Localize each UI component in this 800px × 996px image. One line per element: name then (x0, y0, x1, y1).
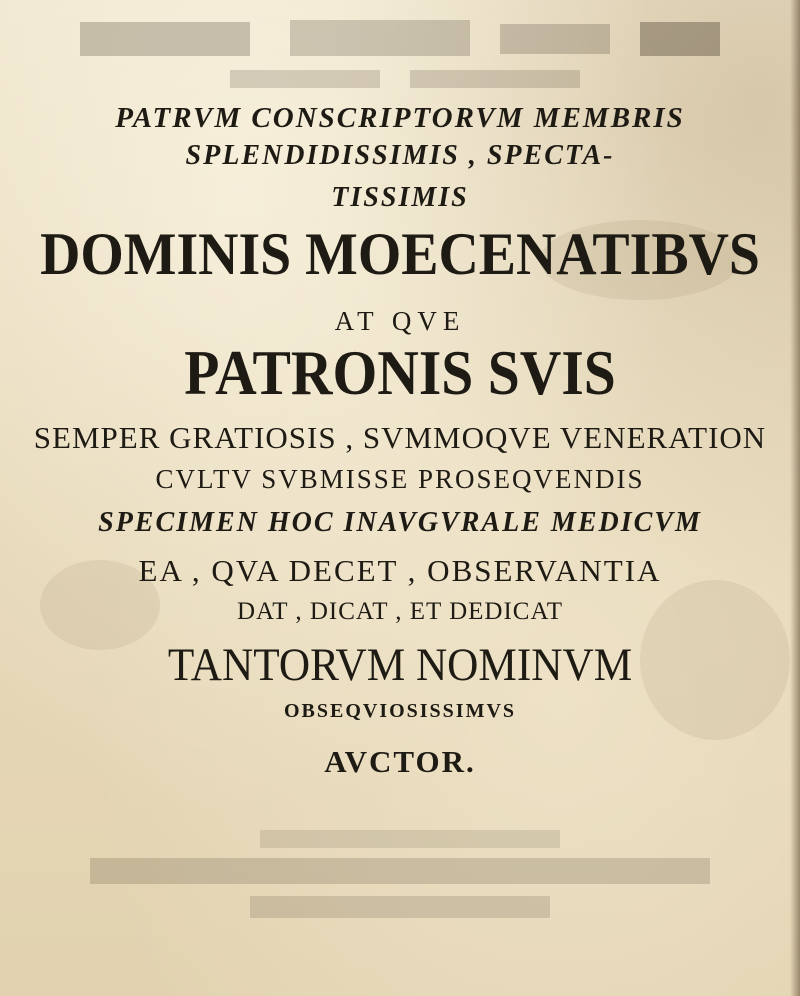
dedication-line-ea: EA , QVA DECET , OBSERVANTIA (138, 553, 662, 588)
dedication-line-patrum: PATRVM CONSCRIPTORVM MEMBRIS (115, 102, 685, 134)
dedication-line-tissimis: TISSIMIS (331, 182, 469, 213)
bleed-through-bottom (0, 830, 800, 920)
dedication-line-specimen: SPECIMEN HOC INAVGVRALE MEDICVM (98, 507, 702, 538)
dedication-signature-auctor: AVCTOR. (324, 744, 476, 779)
page-edge-shadow (790, 0, 800, 996)
dedication-line-splendidissimis: SPLENDIDISSIMIS , SPECTA- (185, 140, 615, 171)
dedication-heading-tantorum: TANTORVM NOMINVM (167, 639, 633, 691)
bleed-through-2 (0, 66, 800, 92)
dedication-heading-patronis: PATRONIS SVIS (184, 337, 616, 408)
dedication-line-cultu: CVLTV SVBMISSE PROSEQVENDIS (155, 464, 645, 494)
dedication-line-atque: AT QVE (334, 306, 466, 336)
dedication-line-dat: DAT , DICAT , ET DEDICAT (236, 598, 564, 625)
dedication-line-obsequiosissimus: OBSEQVIOSISSIMVS (283, 700, 517, 722)
dedication-line-semper: SEMPER GRATIOSIS , SVMMOQVE VENERATION (33, 420, 767, 455)
bleed-through-top (0, 14, 800, 64)
dedication-heading-dominis: DOMINIS MOECENATIBVS (40, 221, 760, 287)
